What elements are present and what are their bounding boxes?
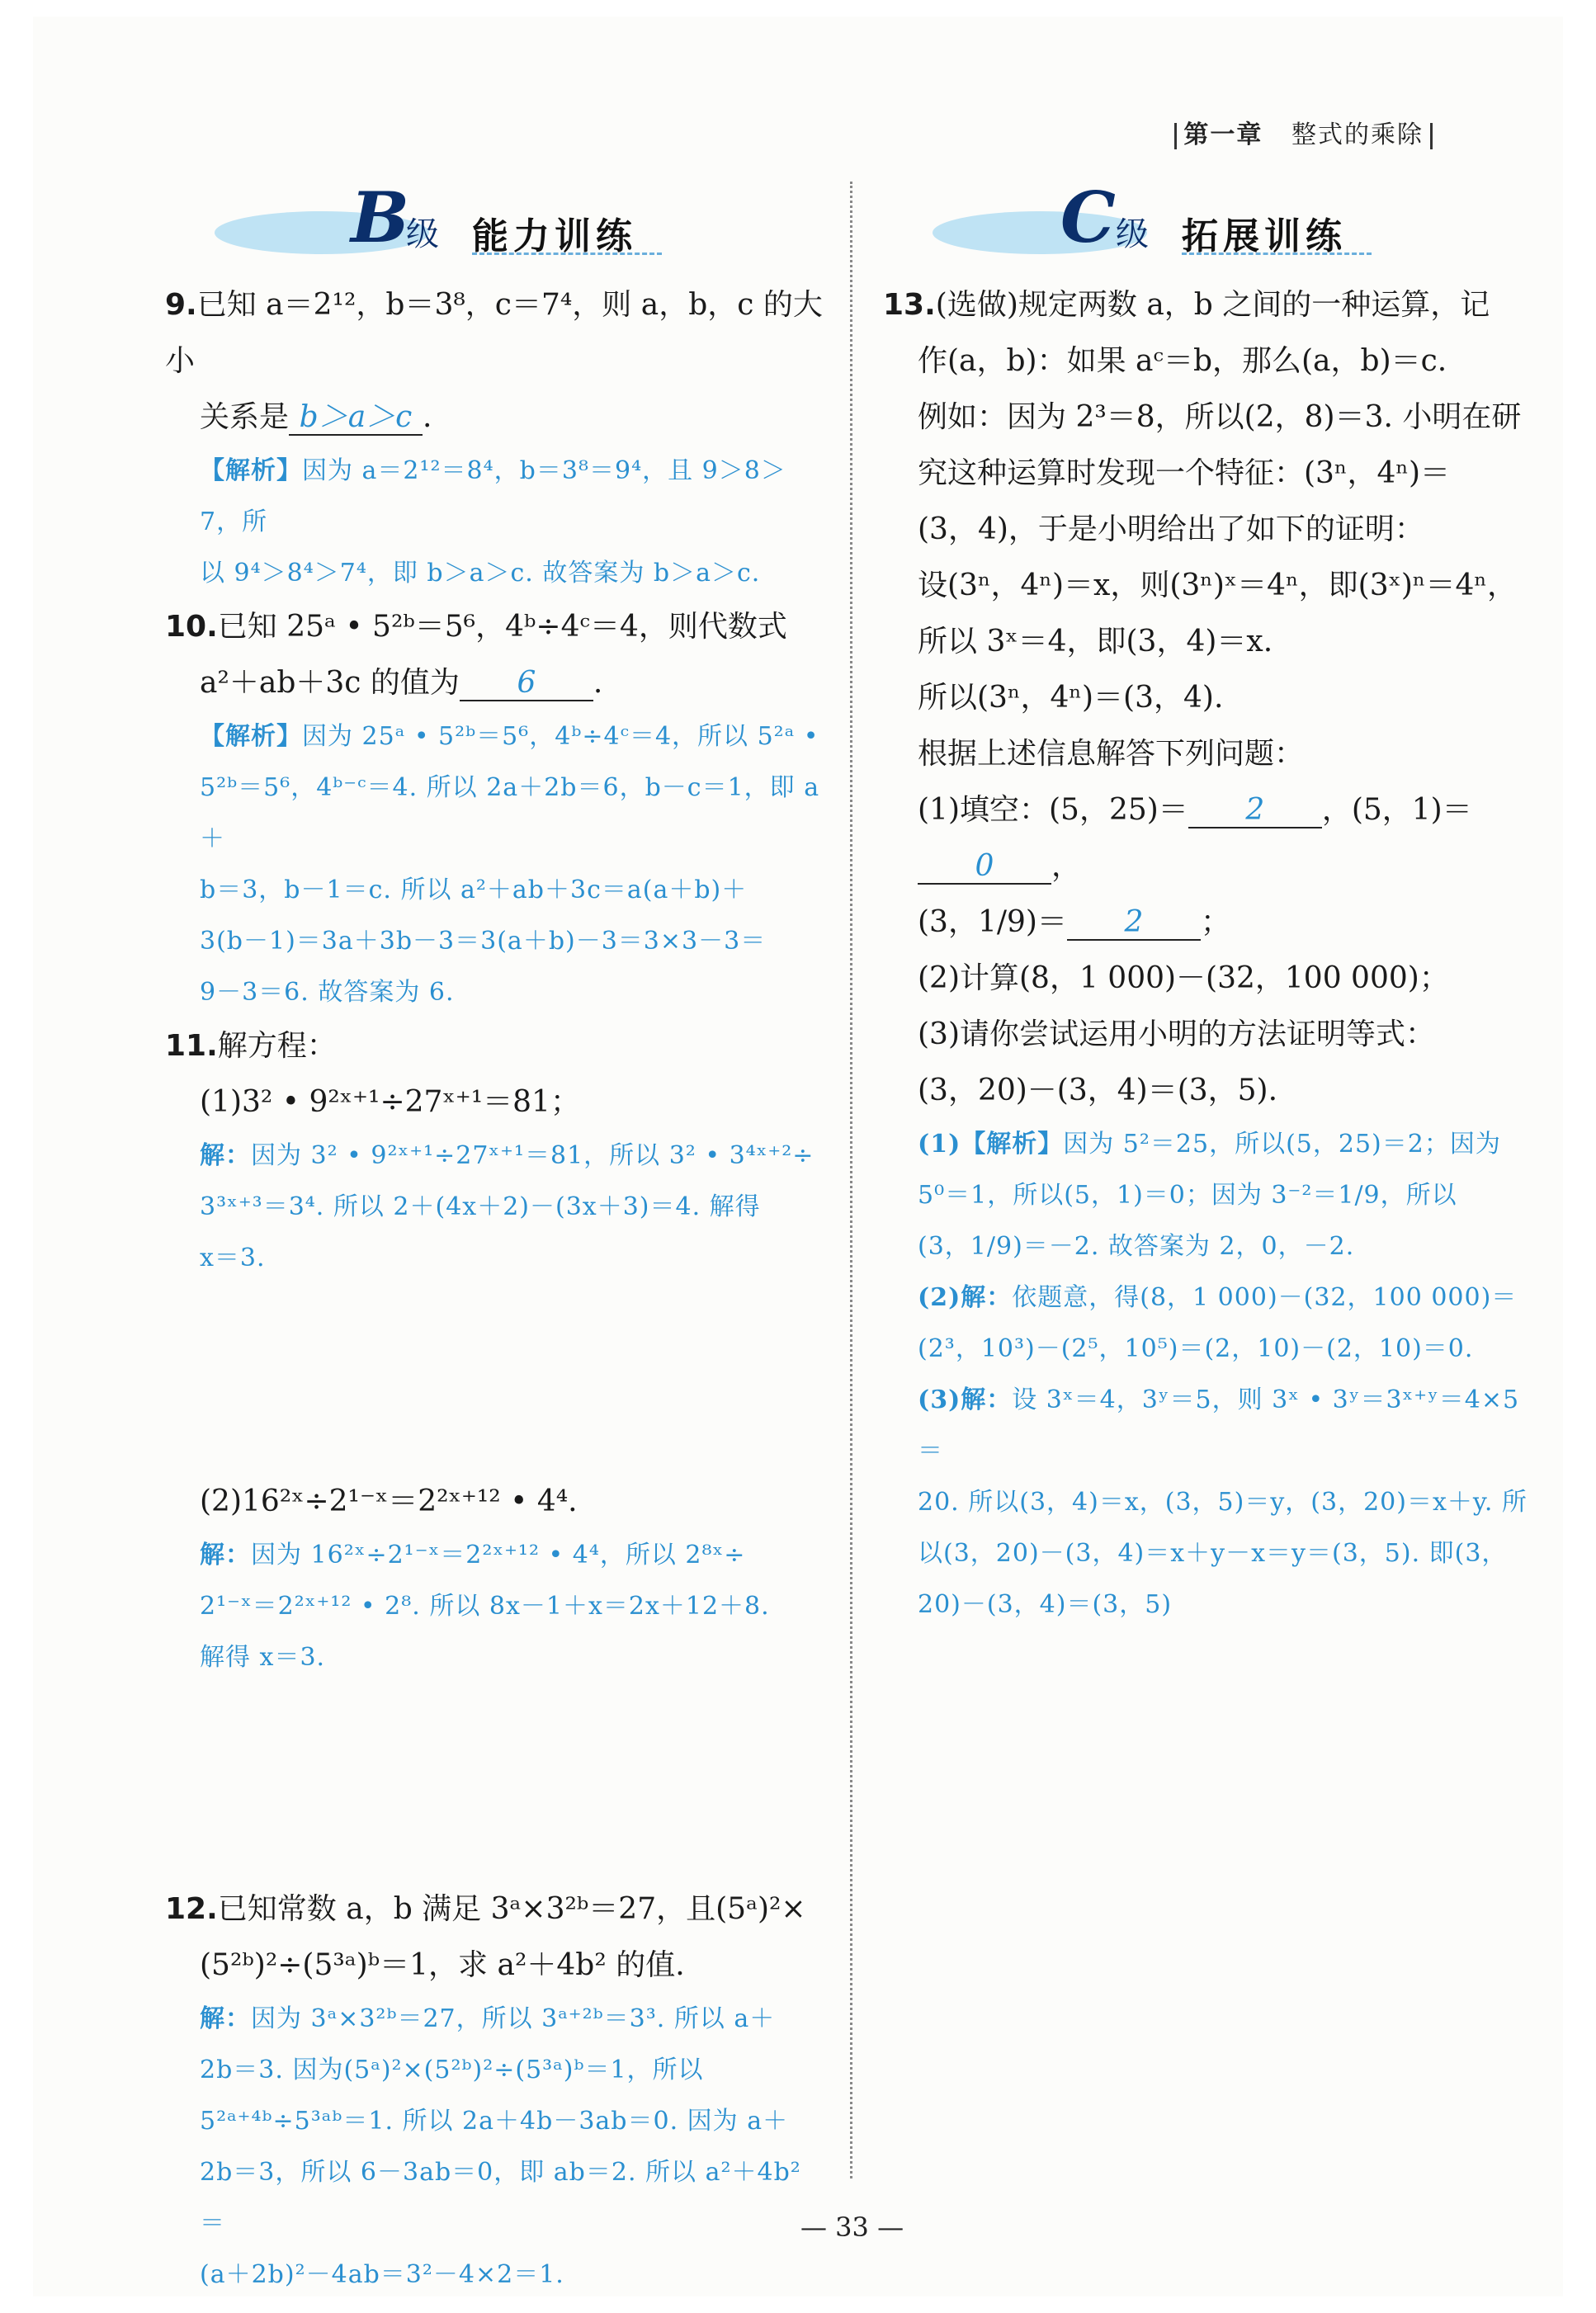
section-b-heading xyxy=(165,177,825,272)
solution-text: 5⁰＝1，所以(5，1)＝0；因为 3⁻²＝1/9，所以 xyxy=(918,1181,1457,1210)
section-label: 整式的乘除 xyxy=(1291,120,1424,149)
question-part: (3，1/9)＝ xyxy=(918,905,1067,939)
solution-text: 以(3，20)－(3，4)＝x＋y－x＝y＝(3，5). 即(3， xyxy=(918,1539,1508,1568)
question-number: 9. xyxy=(165,288,197,322)
solution xyxy=(165,1994,825,2045)
solution-text: 因为 3² • 9²ˣ⁺¹÷27ˣ⁺¹＝81，所以 3² • 3⁴ˣ⁺²÷ xyxy=(251,1141,815,1170)
section-c-heading xyxy=(883,177,1535,272)
solution-text: (2³，10³)－(2⁵，10⁵)＝(2，10)－(2，10)＝0. xyxy=(918,1334,1474,1363)
question-9 xyxy=(165,277,825,599)
solution-text: 3³ˣ⁺³＝3⁴. 所以 2＋(4x＋2)－(3x＋3)＝4. 解得 xyxy=(200,1192,761,1221)
work-space xyxy=(165,1683,825,1881)
question-part: (3，20)－(3，4)＝(3，5). xyxy=(918,1074,1278,1107)
page-number: — 33 — xyxy=(800,2212,904,2243)
solution-text: 设 3ˣ＝4，3ʸ＝5，则 3ˣ • 3ʸ＝3ˣ⁺ʸ＝4×5＝ xyxy=(918,1385,1520,1466)
solution-text: 因为 3ᵃ×3²ᵇ＝27，所以 3ᵃ⁺²ᵇ＝3³. 所以 a＋ xyxy=(251,2004,776,2033)
solution-text: 因为 25ᵃ • 5²ᵇ＝5⁶，4ᵇ÷4ᶜ＝4，所以 5²ᵃ • xyxy=(302,722,819,751)
solution-tag: 解： xyxy=(200,1541,251,1570)
column-divider xyxy=(850,182,852,2178)
solution-text: x＝3. xyxy=(200,1244,266,1272)
solution-text: 因为 a＝2¹²＝8⁴，b＝3⁸＝9⁴，且 9＞8＞7，所 xyxy=(200,456,786,536)
question-13 xyxy=(883,277,1535,1631)
question-text: 根据上述信息解答下列问题： xyxy=(918,737,1305,771)
solution-text: 3(b－1)＝3a＋3b－3＝3(a＋b)－3＝3×3－3＝ xyxy=(200,927,767,956)
solution-tag: (1)【解析】 xyxy=(918,1130,1064,1159)
answer-blank: 2 xyxy=(1067,906,1201,941)
question-part: (2)16²ˣ÷2¹⁻ˣ＝2²ˣ⁺¹² • 4⁴. xyxy=(200,1485,578,1518)
solution-text: 2b＝3. 因为(5ᵃ)²×(5²ᵇ)²÷(5³ᵃ)ᵇ＝1，所以 xyxy=(200,2056,704,2084)
solution-text: 以 9⁴＞8⁴＞7⁴，即 b＞a＞c. 故答案为 b＞a＞c. xyxy=(200,559,761,588)
solution-text: 因为 5²＝25，所以(5，25)＝2；因为 xyxy=(1063,1130,1501,1159)
solution-text: 5²ᵇ＝5⁶，4ᵇ⁻ᶜ＝4. 所以 2a＋2b＝6，b－c＝1，即 a＋ xyxy=(200,773,820,853)
page xyxy=(33,17,1563,2296)
question-part: (3)请你尝试运用小明的方法证明等式： xyxy=(918,1017,1435,1051)
question-12 xyxy=(165,1881,825,2301)
question-text: 所以(3ⁿ，4ⁿ)＝(3，4). xyxy=(918,681,1224,715)
question-number: 12. xyxy=(165,1892,218,1926)
question-text: 究这种运算时发现一个特征：(3ⁿ，4ⁿ)＝ xyxy=(918,456,1451,490)
running-header xyxy=(1168,114,1439,150)
question-10 xyxy=(165,599,825,1018)
solution xyxy=(165,1131,825,1182)
chapter-label: 第一章 xyxy=(1183,120,1263,149)
punct: . xyxy=(423,400,432,434)
left-column xyxy=(165,177,825,2301)
question-text: (选做)规定两数 a，b 之间的一种运算，记 xyxy=(935,288,1490,322)
solution-tag: 解： xyxy=(200,1141,251,1170)
question-text: 已知 25ᵃ • 5²ᵇ＝5⁶，4ᵇ÷4ᶜ＝4，则代数式 xyxy=(217,610,787,644)
question-text: (3，4)，于是小明给出了如下的证明： xyxy=(918,512,1424,546)
question-text: 所以 3ˣ＝4，即(3，4)＝x. xyxy=(918,625,1273,658)
section-title: 能力训练 xyxy=(472,215,637,257)
right-column xyxy=(883,177,1535,1631)
solution-text: 因为 16²ˣ÷2¹⁻ˣ＝2²ˣ⁺¹² • 4⁴，所以 2⁸ˣ÷ xyxy=(251,1541,746,1570)
answer-blank: b＞a＞c xyxy=(289,401,423,436)
level-letter: C xyxy=(1060,177,1116,258)
question-text: a²＋ab＋3c 的值为 xyxy=(200,666,460,700)
question-number: 10. xyxy=(165,610,218,644)
punct: ， xyxy=(1051,849,1082,883)
question-text: 解方程： xyxy=(217,1029,337,1063)
work-space xyxy=(165,1284,825,1474)
solution-text: (a＋2b)²－4ab＝3²－4×2＝1. xyxy=(200,2260,564,2289)
solution-text: 2b＝3，所以 6－3ab＝0，即 ab＝2. 所以 a²＋4b²＝ xyxy=(200,2158,801,2238)
question-text: 作(a，b)：如果 aᶜ＝b，那么(a，b)＝c. xyxy=(918,344,1447,378)
question-part: (2)计算(8，1 000)－(32，100 000)； xyxy=(918,961,1449,995)
question-number: 13. xyxy=(883,288,936,322)
solution xyxy=(883,1119,1535,1170)
solution xyxy=(883,1272,1535,1324)
solution-tag: (3)解： xyxy=(918,1385,1013,1414)
solution-text: 9－3＝6. 故答案为 6. xyxy=(200,978,455,1007)
solution-text: b＝3，b－1＝c. 所以 a²＋ab＋3c＝a(a＋b)＋ xyxy=(200,876,748,904)
level-letter: B xyxy=(351,177,409,258)
answer-blank: 2 xyxy=(1188,794,1322,828)
level-suffix: 级 xyxy=(1116,215,1149,253)
solution-text: 5²ᵃ⁺⁴ᵇ÷5³ᵃᵇ＝1. 所以 2a＋4b－3ab＝0. 因为 a＋ xyxy=(200,2107,789,2136)
question-text: 例如：因为 2³＝8，所以(2，8)＝3. 小明在研 xyxy=(918,400,1522,434)
solution xyxy=(165,446,825,548)
solution-text: 2¹⁻ˣ＝2²ˣ⁺¹² • 2⁸. 所以 8x－1＋x＝2x＋12＋8. xyxy=(200,1592,770,1621)
solution-tag: 【解析】 xyxy=(200,722,302,751)
solution xyxy=(165,1530,825,1581)
question-text: 关系是 xyxy=(200,400,290,434)
question-part: (1)3² • 9²ˣ⁺¹÷27ˣ⁺¹＝81； xyxy=(200,1085,580,1119)
answer-blank: 0 xyxy=(918,850,1051,885)
punct: . xyxy=(593,666,603,700)
question-part: ，(5，1)＝ xyxy=(1321,793,1472,827)
solution xyxy=(165,711,825,762)
solution-text: (3，1/9)＝－2. 故答案为 2，0，－2. xyxy=(918,1232,1355,1261)
question-text: 设(3ⁿ，4ⁿ)＝x，则(3ⁿ)ˣ＝4ⁿ，即(3ˣ)ⁿ＝4ⁿ， xyxy=(918,569,1517,602)
section-title: 拓展训练 xyxy=(1182,215,1347,257)
question-part: (1)填空：(5，25)＝ xyxy=(918,793,1188,827)
question-text: 已知常数 a，b 满足 3ᵃ×3²ᵇ＝27，且(5ᵃ)²× xyxy=(217,1892,806,1926)
punct: ； xyxy=(1200,905,1230,939)
solution xyxy=(883,1375,1535,1477)
question-text: (5²ᵇ)²÷(5³ᵃ)ᵇ＝1，求 a²＋4b² 的值. xyxy=(200,1948,685,1982)
question-number: 11. xyxy=(165,1029,218,1063)
solution-tag: 【解析】 xyxy=(200,456,302,485)
solution-tag: (2)解： xyxy=(918,1283,1013,1312)
answer-blank: 6 xyxy=(460,667,593,701)
question-11 xyxy=(165,1018,825,1881)
level-suffix: 级 xyxy=(406,215,439,253)
solution-text: 解得 x＝3. xyxy=(200,1643,326,1672)
solution-text: 20. 所以(3，4)＝x，(3，5)＝y，(3，20)＝x＋y. 所 xyxy=(918,1488,1528,1517)
solution-tag: 解： xyxy=(200,2004,251,2033)
solution-text: 20)－(3，4)＝(3，5) xyxy=(918,1590,1173,1619)
question-text: 已知 a＝2¹²，b＝3⁸，c＝7⁴，则 a，b，c 的大小 xyxy=(165,288,823,378)
solution-text: 依题意，得(8，1 000)－(32，100 000)＝ xyxy=(1012,1283,1518,1312)
